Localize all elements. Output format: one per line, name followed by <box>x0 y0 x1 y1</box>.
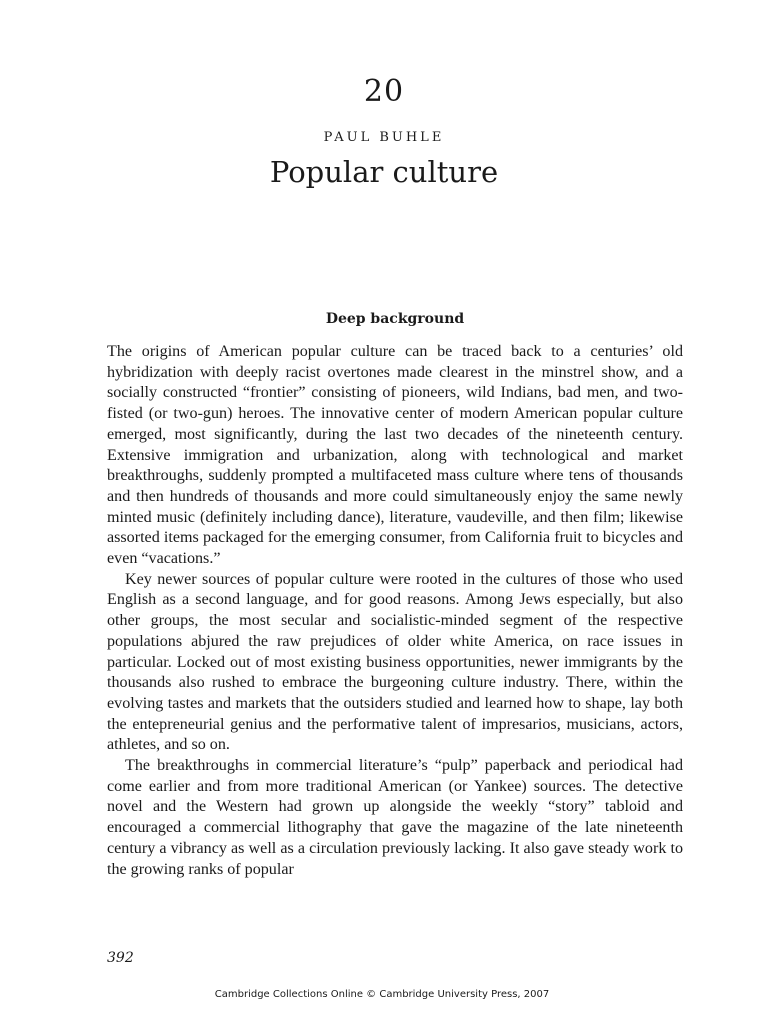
paragraph: The origins of American popular culture can be traced back to a centuries’ old hybridization with deeply racist overtones made clearest in the minstrel show, and a socially constructed “frontier” consisting of pioneers, wild Indians, bad men, and two-fisted (or two-gun) heroes. The innovative center of modern American popular culture emerged, most significantly, during the last two decades of the nineteenth century. Extensive immigration and urbanization, along with technological and market breakthroughs, suddenly prompted a multifaceted mass culture where tens of thousands and then hundreds of thousands and more could simultaneously enjoy the same newly minted music (definitely including dance), literature, vaudeville, and then film; likewise assorted items packaged for the emerging consumer, from California fruit to bicycles and even “vacations.” <box>107 343 683 568</box>
footer-copyright: Cambridge Collections Online © Cambridge University Press, 2007 <box>214 989 550 1000</box>
body-text <box>107 342 683 880</box>
section-heading: Deep background <box>325 311 465 327</box>
page-number: 392 <box>107 950 134 966</box>
paragraph: The breakthroughs in commercial literature’s “pulp” paperback and periodical had come earlier and from more traditional American (or Yankee) sources. The detective novel and the Western had grown up alongside the weekly “story” tabloid and encouraged a commercial lithography that gave the magazine of the late nineteenth century a vibrancy as well as a circulation previously lacking. It also gave steady work to the growing ranks of popular <box>107 757 683 878</box>
chapter-title: Popular culture <box>269 155 499 189</box>
chapter-author: PAUL BUHLE <box>323 130 445 145</box>
chapter-number: 20 <box>363 74 405 109</box>
paragraph: Key newer sources of popular culture were rooted in the cultures of those who used English as a second language, and for good reasons. Among Jews especially, but also other groups, the most secular and socialistic-minded segment of the respective populations abjured the raw prejudices of older white America, on race issues in particular. Locked out of most existing business opportunities, newer immigrants by the thousands also rushed to embrace the burgeoning culture industry. There, within the evolving tastes and markets that the outsiders studied and learned how to shape, lay both the entepreneurial genius and the performative talent of impresarios, musicians, actors, athletes, and so on. <box>107 570 683 754</box>
